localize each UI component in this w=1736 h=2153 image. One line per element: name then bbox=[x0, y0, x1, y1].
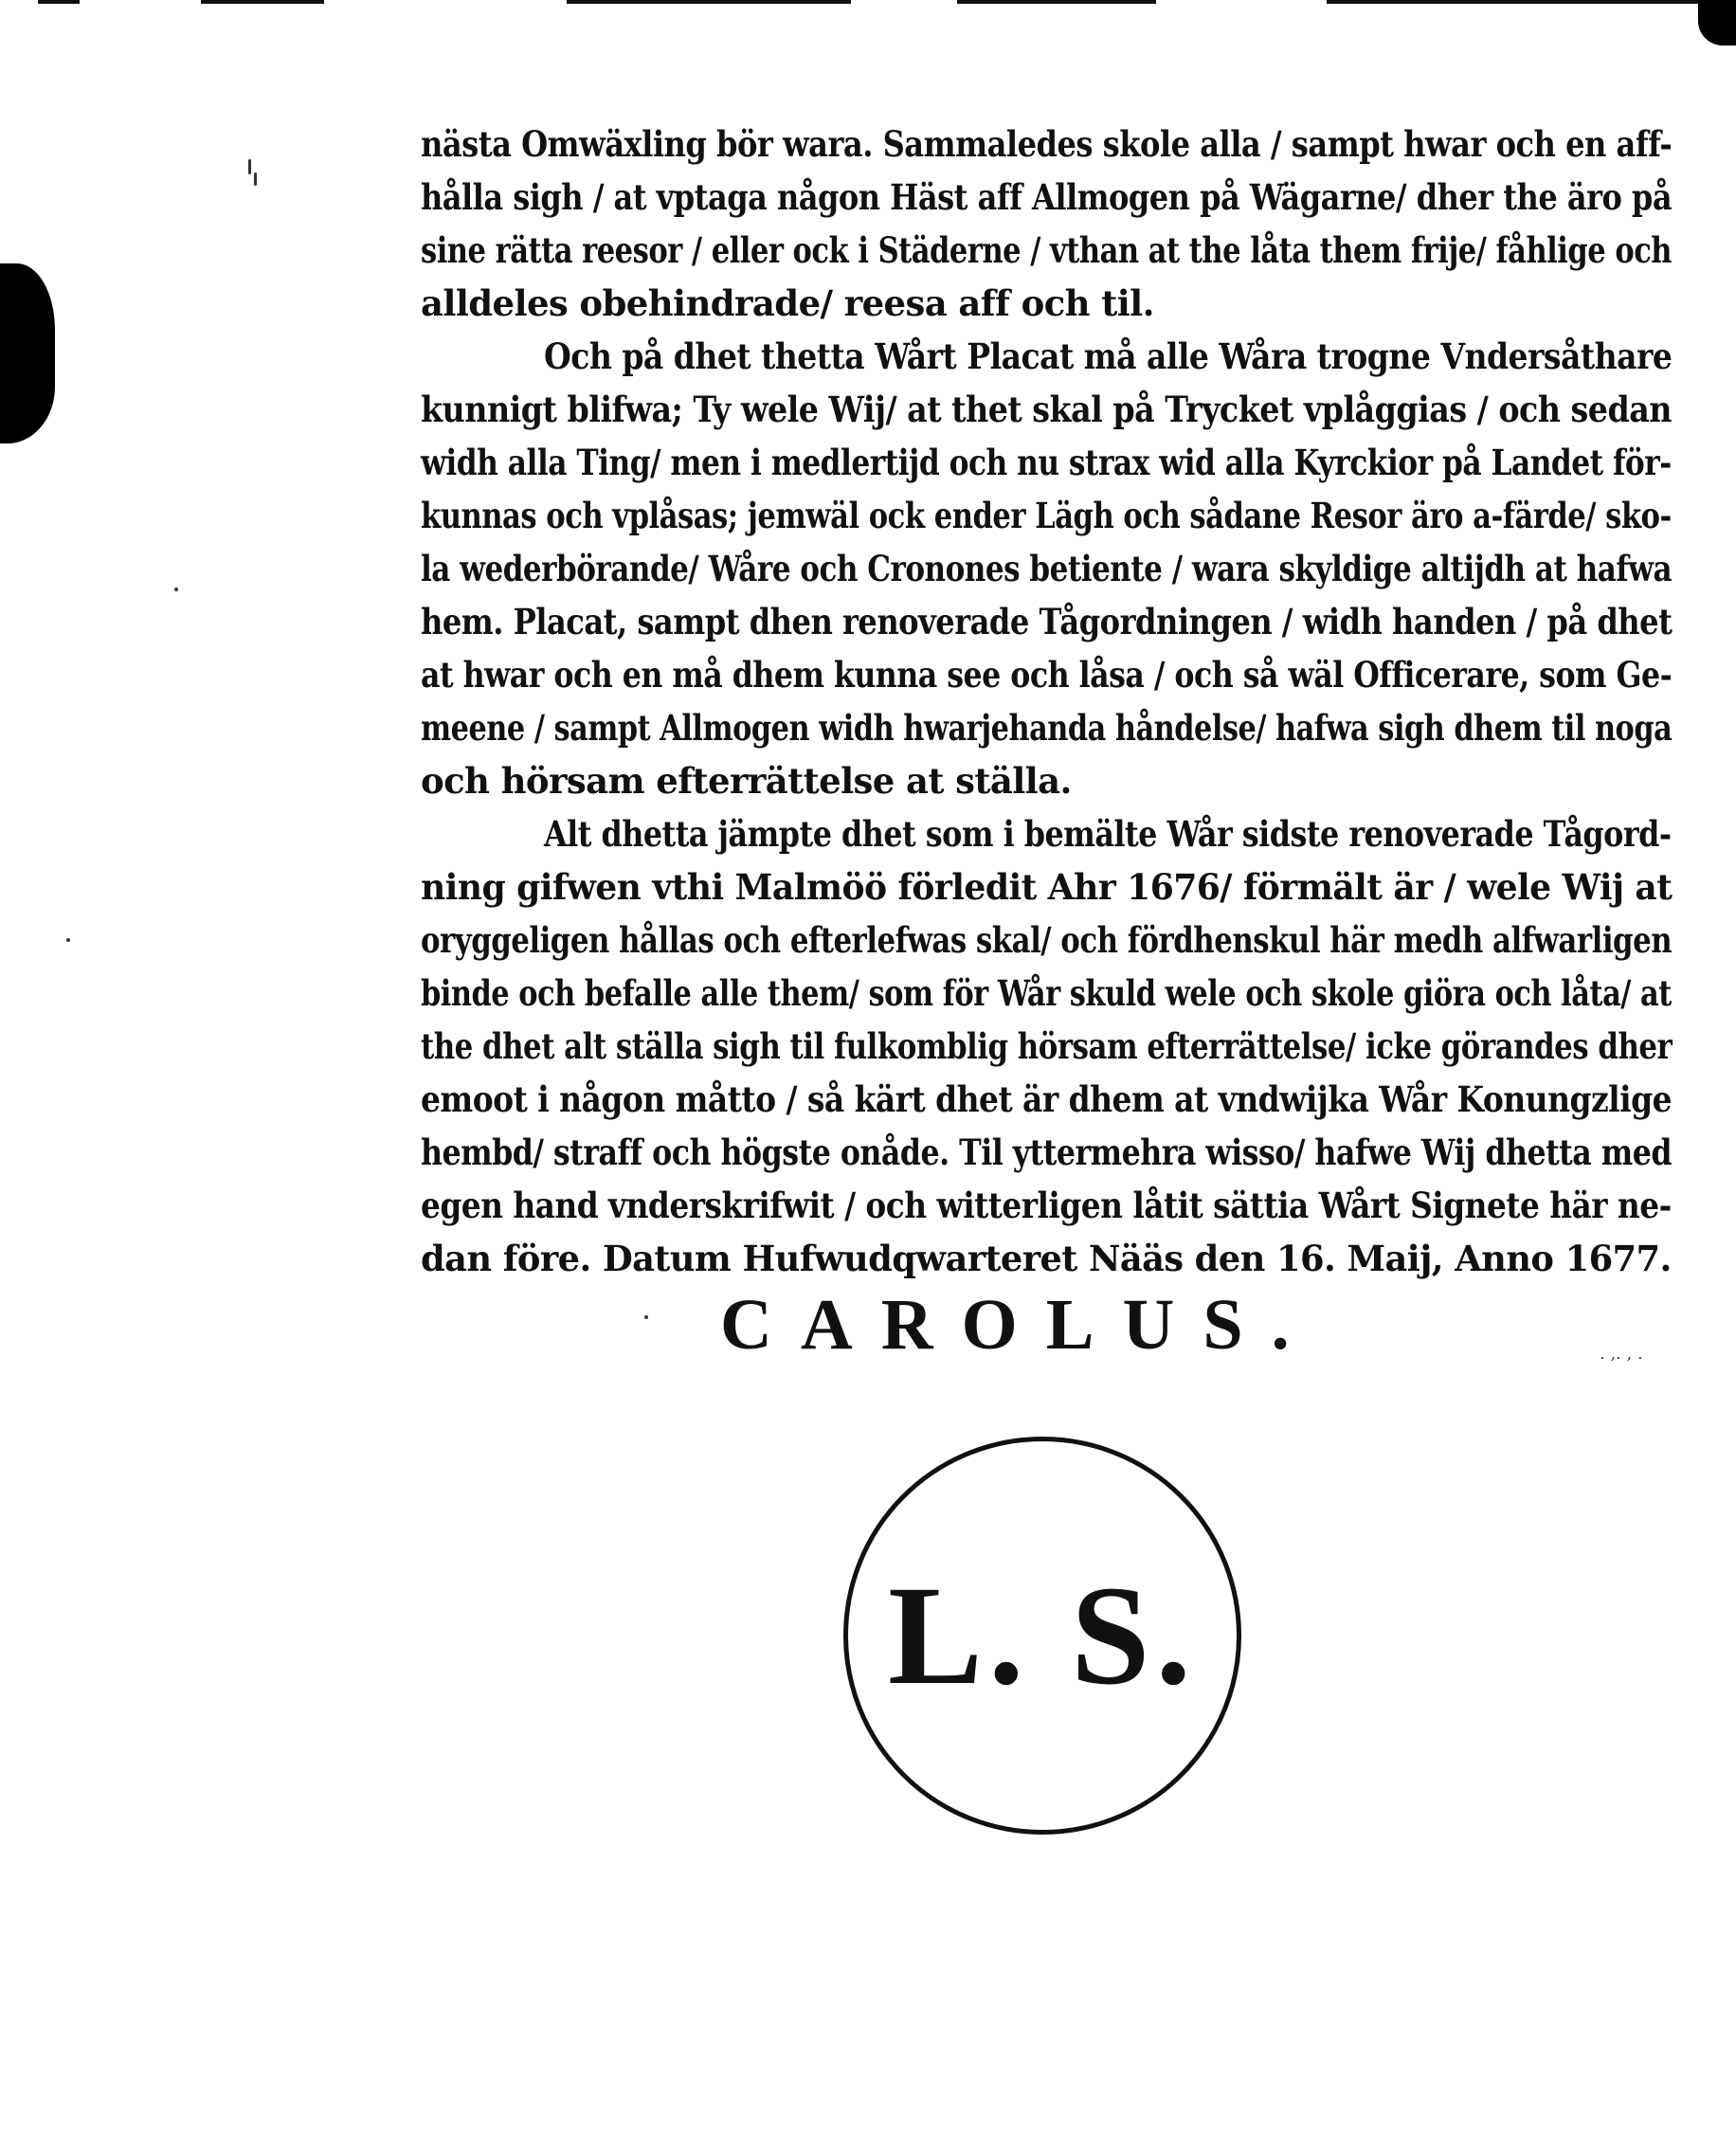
text-line: hem. Placat, sampt dhen renoverade Tågordningen / widh handen / på dhet bbox=[421, 601, 1673, 642]
text-line: ning gifwen vthi Malmöö förledit Ahr 1676/ förmält är / wele Wij at bbox=[421, 866, 1673, 908]
text-line: och hörsam efterrättelse at ställa. bbox=[421, 760, 1072, 802]
text-line: the dhet alt ställa sigh til fulkomblig hörsam efterrättelse/ icke görandes dher bbox=[421, 1025, 1673, 1067]
text-line: emoot i någon måtto / så kärt dhet är dhem at vndwijka Wår Konungzlige bbox=[421, 1078, 1673, 1120]
text-line: at hwar och en må dhem kunna see och låsa / och så wäl Officerare, som Ge- bbox=[421, 654, 1673, 696]
seal-text: L. S. bbox=[888, 1557, 1197, 1714]
text-line: sine rätta reesor / eller ock i Städerne / vthan at the låta them frije/ fåhlige och bbox=[421, 229, 1673, 271]
text-line: egen hand vnderskrifwit / och witterligen låtit sättia Wårt Signete här ne- bbox=[421, 1185, 1672, 1226]
text-line: Och på dhet thetta Wårt Placat må alle Wåra trogne Vndersåthare bbox=[544, 335, 1673, 377]
text-line: nästa Omwäxling bör wara. Sammaledes skole alla / sampt hwar och en aff- bbox=[421, 123, 1673, 165]
text-line: binde och befalle alle them/ som för Wår skuld wele och skole giöra och låta/ at bbox=[421, 972, 1672, 1014]
corner-ink-blot bbox=[1698, 0, 1736, 45]
margin-mark: . ,. , . bbox=[1600, 1344, 1643, 1364]
ink-speck bbox=[644, 1315, 648, 1319]
text-line: Alt dhetta jämpte dhet som i bemälte Wår sidste renoverade Tågord- bbox=[544, 813, 1672, 855]
ink-speck bbox=[248, 159, 251, 174]
text-line: oryggeligen hållas och efterlefwas skal/ och fördhenskul här medh alfwarligen bbox=[421, 919, 1673, 961]
text-line: hembd/ straff och högste onåde. Til yttermehra wisso/ hafwe Wij dhetta med bbox=[421, 1131, 1673, 1173]
text-line: meene / sampt Allmogen widh hwarjehanda håndelse/ hafwa sigh dhem til noga bbox=[421, 707, 1673, 749]
text-line: dan före. Datum Hufwudqwarteret Nääs den 16. Maij, Anno 1677. bbox=[421, 1238, 1672, 1279]
ink-speck bbox=[254, 172, 257, 186]
text-line: hålla sigh / at vptaga någon Häst aff Allmogen på Wägarne/ dher the äro på bbox=[421, 176, 1673, 218]
text-line: alldeles obehindrade/ reesa aff och til. bbox=[421, 282, 1154, 324]
placat-body-text bbox=[421, 121, 1673, 1279]
text-line: kunnigt blifwa; Ty wele Wij/ at thet skal på Trycket vplåggias / och sedan bbox=[421, 389, 1672, 430]
locus-sigilli-seal bbox=[843, 1437, 1241, 1835]
left-edge-ink-blot bbox=[0, 263, 55, 443]
ink-speck bbox=[174, 588, 178, 591]
text-line: la wederbörande/ Wåre och Cronones betiente / wara skyldige altijdh at hafwa bbox=[421, 548, 1673, 589]
text-line: kunnas och vplåsas; jemwäl ock ender Lägh och sådane Resor äro a-färde/ sko- bbox=[421, 495, 1672, 536]
royal-signature: CAROLUS. bbox=[720, 1285, 1318, 1365]
ink-speck bbox=[66, 938, 70, 942]
top-rule bbox=[0, 0, 1736, 6]
text-line: widh alla Ting/ men i medlertijd och nu strax wid alla Kyrckior på Landet för- bbox=[421, 442, 1672, 483]
